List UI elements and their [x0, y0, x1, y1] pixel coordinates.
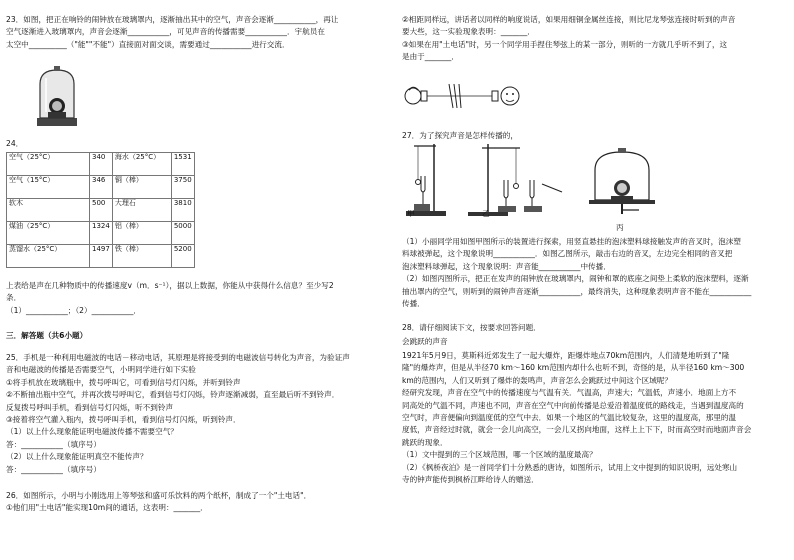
q25-line: （2）以上什么现象能证明真空不能传声？	[6, 452, 148, 462]
table-cell: 340	[90, 153, 113, 176]
q28-line: km的范围内，人们又听到了爆炸的轰鸣声，声音怎么会跳跃过中间这个区域呢？	[402, 375, 672, 385]
q28-line: （1）文中提到的三个区域范围，哪一个区域的温度最高？	[402, 450, 597, 460]
figure-label-a: 甲	[407, 209, 415, 218]
question-26	[6, 490, 391, 515]
q26-line: ③如果在用"土电话"时，另一个同学用手捏住琴弦上的某一部分，则听的一方就几乎听不到了，这	[402, 39, 728, 49]
table-cell: 铝（棒）	[112, 222, 171, 245]
table-row	[7, 176, 195, 199]
table-cell: 空气（15°C）	[7, 176, 90, 199]
question-26-continued	[402, 14, 792, 64]
table-cell: 大理石	[112, 199, 171, 222]
q24-line: 上表给是声在几种物质中的传播速度v（m．s⁻¹），据以上数据，你能从中获得什么信息？至少写2	[6, 281, 334, 290]
bell-jar-figure-c	[587, 148, 657, 218]
figure-label-b: 乙	[482, 209, 490, 218]
q28-line: 同高处的气温不同，声速也不同，声音在空气中向前传播是总爱沿着温度低的路线走，当遇到温度高的	[402, 400, 744, 410]
table-cell: 蒸馏水（25°C）	[7, 245, 90, 268]
q26-line: ①他们用"土电话"能实现10m间的通话，这表明：_______．	[6, 503, 208, 513]
q25-line: 答：___________（填序号）	[6, 439, 101, 449]
q27-line: 抽出罩内的空气，则听到的闹钟声音逐渐___________，最终消失，这种现象表明声音不能在___________	[402, 286, 752, 296]
table-cell: 空气（25°C）	[7, 153, 90, 176]
table-cell: 海水（25°C）	[112, 153, 171, 176]
table-row	[7, 199, 195, 222]
q27-line: 料球被弹起，这个现象说明___________．如图乙图所示，敲击右边的音叉，左边完全相同的音叉把	[402, 249, 733, 259]
question-27-text	[402, 236, 792, 310]
figure-label-c: 丙	[616, 223, 624, 232]
question-25	[6, 352, 391, 476]
q27-title: 27．为了探究声音是怎样传播的，	[402, 131, 518, 140]
q23-line: 太空中__________（"能""不能"）直接面对面交谈，需要通过___________进行交流．	[6, 39, 290, 49]
table-row	[7, 153, 195, 176]
table-cell: 3750	[171, 176, 194, 199]
string-telephone-figure	[404, 80, 522, 112]
table-cell: 1531	[171, 153, 194, 176]
table-cell: 500	[90, 199, 113, 222]
q25-line: 答：___________（填序号）	[6, 464, 101, 474]
q25-line: 反复拨号呼叫手机，看到信号灯闪烁，听不到铃声	[6, 402, 174, 412]
two-tuning-forks-figure-b	[462, 140, 572, 218]
q28-line: 跳跃的现象．	[402, 437, 448, 447]
table-cell: 铜（棒）	[112, 176, 171, 199]
table-cell: 铁（棒）	[112, 245, 171, 268]
q27-line: 传播．	[402, 299, 425, 309]
q24-line: （1）___________；（2）___________．	[6, 305, 141, 315]
q25-line: ③接着将空气灌入瓶内，拨号呼叫手机，看到信号灯闪烁，听到铃声．	[6, 415, 241, 425]
speed-table	[6, 152, 195, 268]
q28-heading: 会跳跃的声音	[402, 337, 448, 346]
q28-line: （2）《枫桥夜泊》是一首同学们十分熟悉的唐诗，如图所示，试用上文中提到的知识说明，远处寒山	[402, 462, 738, 472]
q25-line: ①将手机放在玻璃瓶中，拨号呼叫它，可看到信号灯闪烁，并听到铃声	[6, 377, 241, 387]
q23-line: 23．如图，把正在响铃的闹钟放在玻璃罩内，逐渐抽出其中的空气，声音会逐渐___________，再让	[6, 15, 339, 24]
bell-jar-figure	[34, 66, 80, 128]
q26-line: 26．如图所示，小明与小刚选用上等琴弦和盛可乐饮料的两个纸杯，制成了一个"土电话"．	[6, 491, 312, 500]
q28-line: 度低，声音经过时就，就会一会儿向高空，一会儿又拐向地面，这样上上下下，时而高空时而地面声音会	[402, 425, 752, 435]
q25-line: 音和电磁波的传播是否需要空气，小明同学进行如下实验	[6, 365, 196, 375]
q27-line: 泡沫塑料球弹起，这个现象说明：声音能___________中传播．	[402, 261, 611, 271]
table-cell: 346	[90, 176, 113, 199]
q26-line: 要大些，这一实验现象表明：_______．	[402, 27, 535, 37]
table-cell: 软木	[7, 199, 90, 222]
q28-title: 28．请仔细阅读下文，按要求回答问题．	[402, 323, 541, 332]
q27-line: （1）小丽同学用如图甲图所示的装置进行探索，用竖直悬挂的泡沫塑料球接触发声的音叉时，泡沫塑	[402, 237, 741, 246]
q27-line: （2）如图丙图所示，把正在发声的闹钟放在玻璃罩内，闹钟和罩的底座之间垫上柔软的泡沫塑料，逐渐	[402, 274, 749, 284]
table-row	[7, 245, 195, 268]
tuning-fork-stand-figure-a	[404, 140, 459, 218]
table-cell: 5200	[171, 245, 194, 268]
question-23	[6, 14, 391, 51]
table-cell: 5000	[171, 222, 194, 245]
q25-line: （1）以上什么现象能证明电磁波传播不需要空气？	[6, 427, 178, 437]
question-24-text	[6, 280, 391, 317]
q23-line: 空气逐渐进入玻璃罩内，声音会逐渐___________，可见声音的传播需要___________．宇航员在	[6, 27, 325, 37]
question-28-text	[402, 350, 792, 486]
section-3-heading: 三．解答题（共6小题）	[6, 331, 88, 340]
q28-line: 寺的钟声能传到枫桥江畔给诗人的赠送．	[402, 475, 539, 485]
q25-line: 25．手机是一种利用电磁波的电话－移动电话，其原理是将接受到的电磁波信号转化为声音，为验证声	[6, 353, 350, 362]
q26-line: ②相距同样远，讲话者以同样的响度说话，如果用细铜金属丝连接，则比尼龙琴弦连接时听到的声音	[402, 15, 736, 24]
table-cell: 1497	[90, 245, 113, 268]
q28-line: 隆"的爆炸声，但是从半径70 km～160 km范围内却什么也听不到，奇怪的是，从半径160 km～300	[402, 363, 745, 373]
table-cell: 1324	[90, 222, 113, 245]
q28-line: 1921年5月9日，莫斯科近郊发生了一起大爆炸，距爆炸地点70km范围内，人们清楚地听到了"隆	[402, 351, 730, 360]
table-cell: 3810	[171, 199, 194, 222]
table-cell: 煤油（25°C）	[7, 222, 90, 245]
q28-line: 经研究发现，声音在空气中的传播速度与气温有关．气温高，声速大；气温低，声速小．地面上方不	[402, 388, 737, 398]
q24-line: 条．	[6, 293, 22, 303]
q25-line: ②不断抽出瓶中空气，并再次拨号呼叫它，看到信号灯闪烁，铃声逐渐减弱，直至最后听不到铃声．	[6, 390, 340, 400]
table-row	[7, 222, 195, 245]
q26-line: 是由于_______．	[402, 52, 459, 62]
q24-label: 24．	[6, 139, 24, 148]
q28-line: 空气时，声音便偏向到温度低的空气中去．如果一个地区的气温比较复杂，这里的温度高，那里的温	[402, 413, 737, 423]
